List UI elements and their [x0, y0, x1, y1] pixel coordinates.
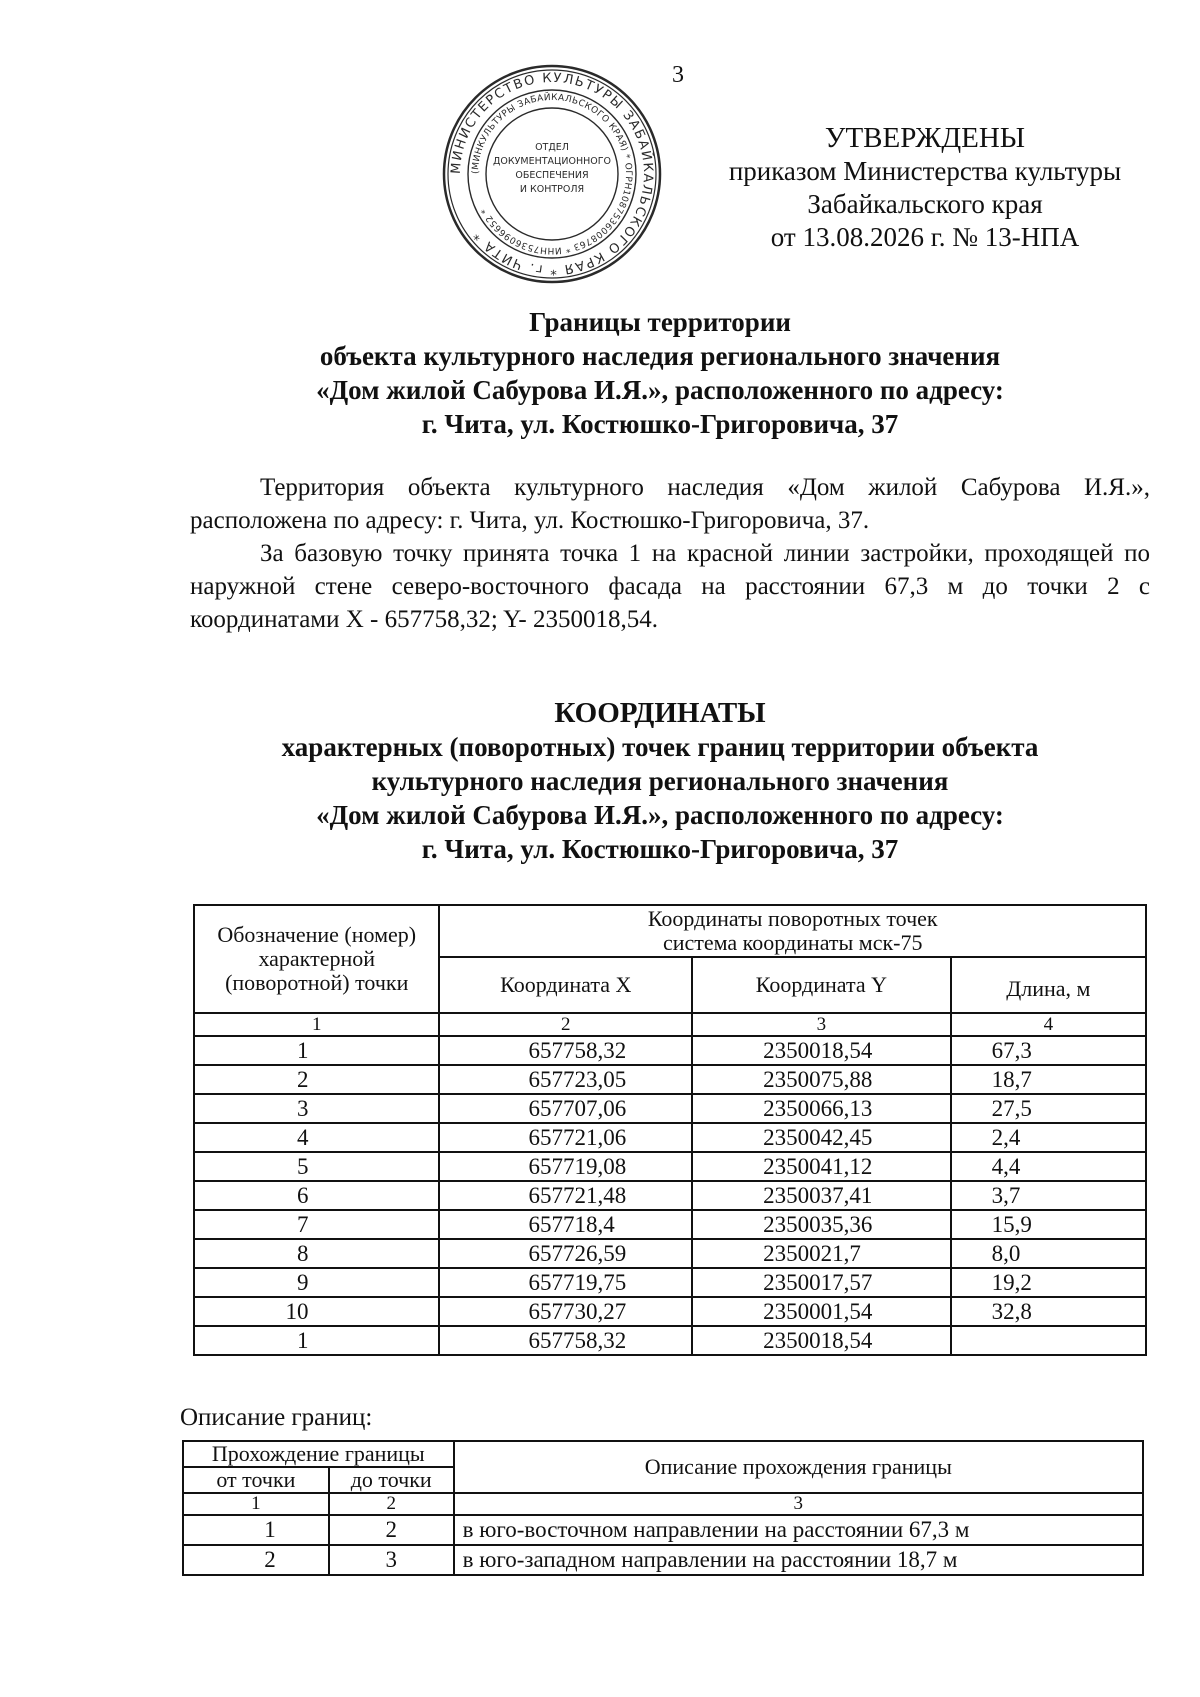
column-number: 2: [439, 1013, 692, 1036]
point-cell: 7: [194, 1210, 439, 1239]
length-cell: 3,7: [951, 1181, 1146, 1210]
length-cell: 15,9: [951, 1210, 1146, 1239]
paragraph-1: Территория объекта культурного наследия «Дом жилой Сабурова И.Я.», расположена по адресу: г. Чита, ул. Костюшко-Григоровича, 37.: [190, 474, 1150, 534]
table-row: [194, 1094, 1146, 1123]
header-boundary-pass: Прохождение границы: [183, 1441, 454, 1467]
header-from-point: от точки: [183, 1467, 329, 1493]
header-group-line-1: Координаты поворотных точек: [647, 906, 938, 931]
y-cell: 2350035,36: [692, 1210, 951, 1239]
y-cell: 2350075,88: [692, 1065, 951, 1094]
coordinates-title-line-1: характерных (поворотных) точек границ территории объекта: [281, 732, 1039, 762]
table-row: [194, 1239, 1146, 1268]
coordinates-title: [190, 696, 1130, 866]
column-number-row: [183, 1493, 1143, 1515]
x-cell: 657730,27: [439, 1297, 692, 1326]
length-cell: 4,4: [951, 1152, 1146, 1181]
boundary-table: [182, 1440, 1144, 1576]
approval-line-3: Забайкальского края: [807, 189, 1043, 219]
length-cell: 2,4: [951, 1123, 1146, 1152]
stamp-outer-text: МИНИСТЕРСТВО КУЛЬТУРЫ ЗАБАЙКАЛЬСКОГО КРАЯ * г. ЧИТА *: [448, 70, 656, 278]
table-row: [194, 1268, 1146, 1297]
y-cell: 2350001,54: [692, 1297, 951, 1326]
approval-line-4: от 13.08.2026 г. № 13-НПА: [770, 222, 1080, 252]
x-cell: 657721,48: [439, 1181, 692, 1210]
description-cell: в юго-западном направлении на расстоянии 18,7 м: [454, 1545, 1143, 1575]
point-cell: 8: [194, 1239, 439, 1268]
page-number: 3: [672, 62, 684, 88]
table-row: [194, 1326, 1146, 1355]
length-cell: 32,8: [951, 1297, 1146, 1326]
approval-line-2: приказом Министерства культуры: [728, 156, 1122, 186]
stamp-center-line-2: ДОКУМЕНТАЦИОННОГО: [492, 156, 612, 167]
column-number: 1: [194, 1013, 439, 1036]
y-cell: 2350042,45: [692, 1123, 951, 1152]
table-row: [183, 1515, 1143, 1545]
header-coordinates-group: [439, 905, 1146, 957]
point-cell: 6: [194, 1181, 439, 1210]
stamp-center-line-4: И КОНТРОЛЯ: [519, 184, 585, 195]
table-row: [194, 1210, 1146, 1239]
header-boundary-description: Описание прохождения границы: [454, 1441, 1143, 1493]
x-cell: 657758,32: [439, 1326, 692, 1355]
x-cell: 657719,08: [439, 1152, 692, 1181]
table-row: [183, 1545, 1143, 1575]
to-point-cell: 3: [329, 1545, 454, 1575]
header-coordinate-y: Координата Y: [692, 957, 951, 1013]
document-title: [190, 305, 1130, 441]
coordinates-title-line-4: г. Чита, ул. Костюшко-Григоровича, 37: [421, 834, 899, 864]
from-point-cell: 1: [183, 1515, 329, 1545]
table-row: [194, 1297, 1146, 1326]
title-line-4: г. Чита, ул. Костюшко-Григоровича, 37: [421, 409, 899, 439]
point-cell: 10: [194, 1297, 439, 1326]
column-number: 1: [183, 1493, 329, 1515]
column-number: 4: [951, 1013, 1146, 1036]
title-line-1: Границы территории: [529, 307, 791, 337]
point-cell: 2: [194, 1065, 439, 1094]
coordinates-title-line-2: культурного наследия регионального значения: [371, 766, 949, 796]
coordinates-heading: КООРДИНАТЫ: [554, 697, 766, 729]
approval-block: [690, 122, 1160, 254]
point-cell: 3: [194, 1094, 439, 1123]
x-cell: 657726,59: [439, 1239, 692, 1268]
header-point-designation: Обозначение (номер) характерной (поворотной) точки: [194, 905, 439, 1013]
y-cell: 2350037,41: [692, 1181, 951, 1210]
x-cell: 657758,32: [439, 1036, 692, 1065]
header-group-line-2: система координаты мск-75: [662, 930, 923, 955]
stamp-center-line-1: ОТДЕЛ: [535, 142, 569, 153]
coordinates-table: [193, 904, 1147, 1356]
x-cell: 657723,05: [439, 1065, 692, 1094]
y-cell: 2350041,12: [692, 1152, 951, 1181]
table-row: [194, 1036, 1146, 1065]
column-number-row: [194, 1013, 1146, 1036]
length-cell: 18,7: [951, 1065, 1146, 1094]
y-cell: 2350018,54: [692, 1326, 951, 1355]
y-cell: 2350066,13: [692, 1094, 951, 1123]
table-row: [194, 1152, 1146, 1181]
from-point-cell: 2: [183, 1545, 329, 1575]
length-cell: 67,3: [951, 1036, 1146, 1065]
to-point-cell: 2: [329, 1515, 454, 1545]
column-number: 3: [692, 1013, 951, 1036]
title-line-2: объекта культурного наследия регионального значения: [319, 341, 1001, 371]
x-cell: 657707,06: [439, 1094, 692, 1123]
table-row: [194, 1123, 1146, 1152]
x-cell: 657721,06: [439, 1123, 692, 1152]
length-cell: 8,0: [951, 1239, 1146, 1268]
point-cell: 4: [194, 1123, 439, 1152]
header-length: Длина, м: [951, 957, 1146, 1013]
point-cell: 9: [194, 1268, 439, 1297]
x-cell: 657718,4: [439, 1210, 692, 1239]
body-text: [190, 471, 1150, 636]
y-cell: 2350017,57: [692, 1268, 951, 1297]
boundary-description-title: Описание границ:: [180, 1404, 373, 1431]
x-cell: 657719,75: [439, 1268, 692, 1297]
length-cell: 27,5: [951, 1094, 1146, 1123]
coordinates-title-line-3: «Дом жилой Сабурова И.Я.», расположенного по адресу:: [316, 800, 1004, 830]
point-cell: 1: [194, 1036, 439, 1065]
length-cell: 19,2: [951, 1268, 1146, 1297]
description-cell: в юго-восточном направлении на расстоянии 67,3 м: [454, 1515, 1143, 1545]
column-number: 2: [329, 1493, 454, 1515]
point-cell: 5: [194, 1152, 439, 1181]
point-cell: 1: [194, 1326, 439, 1355]
length-cell: [951, 1326, 1146, 1355]
y-cell: 2350021,7: [692, 1239, 951, 1268]
approval-heading: УТВЕРЖДЕНЫ: [824, 122, 1026, 154]
table-row: [194, 1181, 1146, 1210]
official-stamp: [440, 62, 664, 286]
header-to-point: до точки: [329, 1467, 454, 1493]
title-line-3: «Дом жилой Сабурова И.Я.», расположенного по адресу:: [316, 375, 1004, 405]
stamp-center-line-3: ОБЕСПЕЧЕНИЯ: [515, 170, 589, 181]
stamp-inner-text: (МИНКУЛЬТУРЫ ЗАБАЙКАЛЬСКОГО КРАЯ) * ОГРН1087536008763 * ИНН7536096652 *: [470, 92, 634, 256]
header-coordinate-x: Координата X: [439, 957, 692, 1013]
y-cell: 2350018,54: [692, 1036, 951, 1065]
paragraph-2: За базовую точку принята точка 1 на красной линии застройки, проходящей по наружной стене северо-восточного фасада на расстоянии 67,3 м до точки 2 с координатами X - 657758,32; Y- 2350018,54.: [190, 540, 1150, 633]
table-row: [194, 1065, 1146, 1094]
column-number: 3: [454, 1493, 1143, 1515]
